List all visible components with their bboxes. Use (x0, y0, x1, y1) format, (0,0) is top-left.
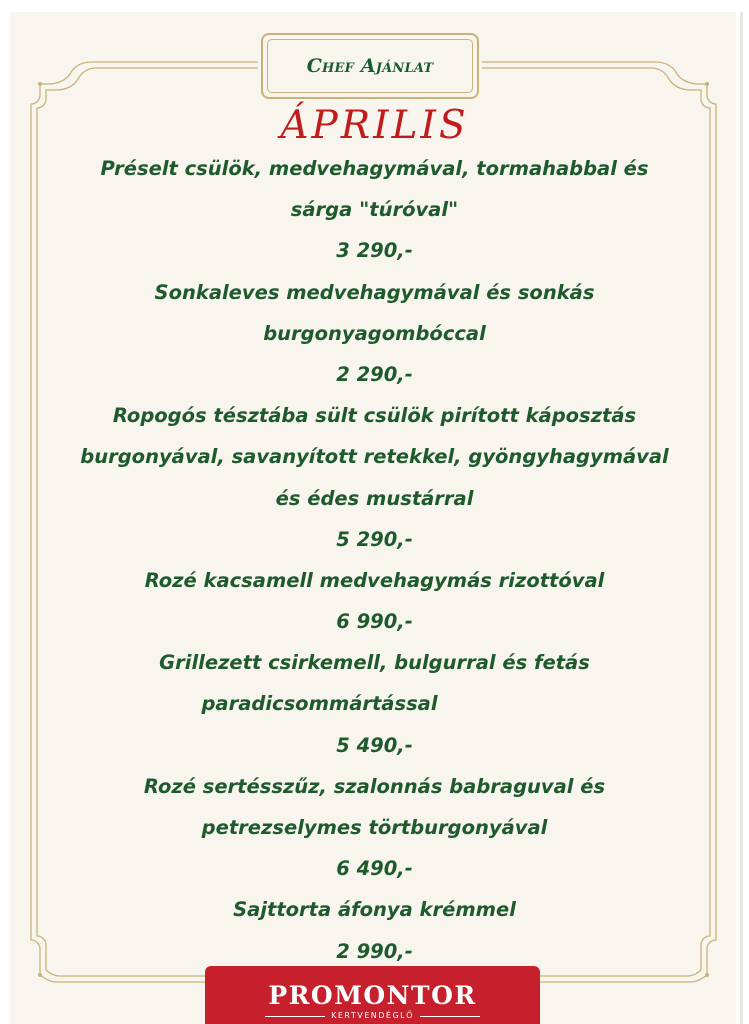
dish-5-name-line-1: Grillezett csirkemell, bulgurral és fetás (159, 651, 590, 675)
dish-3-name-line-3: és édes mustárral (275, 486, 474, 510)
dish-2-name-line-2: burgonyagombóccal (263, 321, 486, 345)
promontor-logo (205, 966, 540, 1024)
dish-2-price: 2 290,- (336, 362, 413, 386)
dish-1-name-line-1: Préselt csülök, medvehagymával, tormahabbal és (100, 157, 649, 180)
dish-3-name-line-2: burgonyával, savanyított retekkel, gyöngyhagymával (80, 445, 669, 469)
dish-6-name-line-2: petrezselymes törtburgonyával (201, 816, 548, 839)
logo-name: PROMONTOR (268, 981, 477, 1010)
scrollbar-thumb[interactable] (740, 12, 743, 1024)
dish-3-price: 5 290,- (336, 527, 413, 551)
dish-6-name-line-1: Rozé sertésszűz, szalonnás babraguval és (143, 774, 606, 798)
dish-3-name-line-1: Ropogós tésztába sült csülök pirított káposztás (112, 404, 637, 428)
dish-1-name-line-2: sárga "túróval" (290, 198, 459, 222)
dish-4-name: Rozé kacsamell medvehagymás rizottóval (144, 568, 605, 592)
dish-6-price: 6 490,- (336, 857, 413, 881)
month-title: ÁPRILIS (280, 103, 469, 148)
badge-title: Chef Ajánlat (306, 55, 434, 77)
dish-4-price: 6 990,- (336, 610, 413, 634)
menu-list (40, 148, 709, 972)
dish-1-price: 3 290,- (336, 239, 413, 263)
dish-5-name-line-2: paradicsommártással (201, 692, 438, 716)
dish-5-price: 5 490,- (336, 733, 413, 757)
dish-7-name: Sajttorta áfonya krémmel (233, 898, 516, 922)
scrollbar-track[interactable] (738, 0, 749, 1024)
logo-subtitle: KERTVENDÉGLŐ (331, 1011, 414, 1020)
dish-2-name-line-1: Sonkaleves medvehagymával és sonkás (154, 280, 595, 304)
chef-recommendation-badge (261, 33, 479, 99)
dish-7-price: 2 990,- (336, 939, 413, 963)
